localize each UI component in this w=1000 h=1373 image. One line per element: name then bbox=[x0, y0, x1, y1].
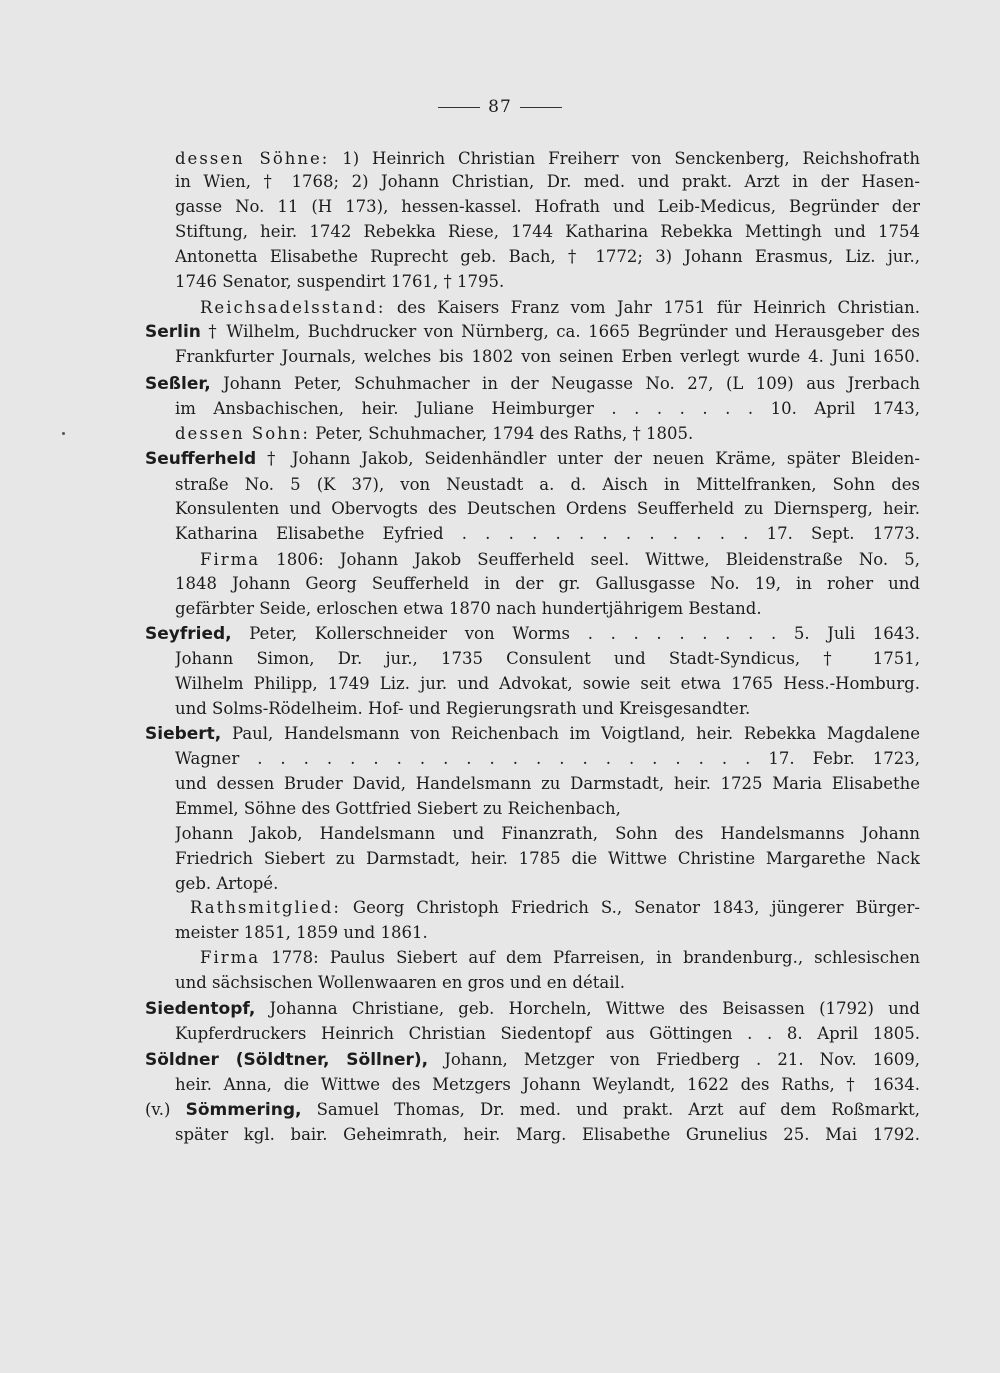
scan-speck bbox=[62, 432, 65, 435]
family-name: Serlin bbox=[145, 322, 201, 342]
family-name: Siebert, bbox=[145, 724, 222, 744]
text-line bbox=[190, 896, 920, 920]
text-line bbox=[175, 597, 920, 621]
text-line bbox=[200, 548, 920, 572]
line-text: und Solms-Rödelheim. Hof- und Regierungsrath und Kreisgesandter. bbox=[175, 699, 751, 718]
line-text: im Ansbachischen, heir. Juliane Heimburger . . . . . . . 10. April 1743, bbox=[175, 399, 920, 418]
line-text: gasse No. 11 (H 173), hessen-kassel. Hofrath und Leib-Medicus, Begründer der bbox=[175, 197, 920, 216]
spaced-label: Reichsadelsstand: bbox=[200, 298, 386, 317]
family-name: Siedentopf, bbox=[145, 999, 256, 1019]
line-text: Antonetta Elisabethe Ruprecht geb. Bach, † 1772; 3) Johann Erasmus, Liz. jur., bbox=[175, 247, 920, 266]
entry-heading-line bbox=[145, 622, 920, 646]
text-line bbox=[175, 697, 920, 721]
line-text: 1746 Senator, suspendirt 1761, † 1795. bbox=[175, 272, 505, 291]
text-line bbox=[175, 422, 920, 446]
line-text: Katharina Elisabethe Eyfried . . . . . . . . . . . . . 17. Sept. 1773. bbox=[175, 524, 920, 543]
line-text: Kupferdruckers Heinrich Christian Siedentopf aus Göttingen . . 8. April 1805. bbox=[175, 1024, 920, 1043]
line-text: und sächsischen Wollenwaaren en gros und en détail. bbox=[175, 973, 626, 992]
entry-heading-line bbox=[145, 320, 920, 344]
text-line bbox=[175, 772, 920, 796]
text-line bbox=[175, 220, 920, 244]
text-line bbox=[175, 1123, 920, 1147]
line-text: 1778: Paulus Siebert auf dem Pfarreisen, in brandenburg., schlesischen bbox=[260, 948, 920, 967]
page-number: 87 bbox=[0, 97, 1000, 117]
line-text: gefärbter Seide, erloschen etwa 1870 nach hundertjährigem Bestand. bbox=[175, 599, 762, 618]
entry-heading-line bbox=[145, 1098, 920, 1122]
text-line bbox=[200, 296, 920, 320]
text-line bbox=[175, 971, 920, 995]
line-text: † Johann Jakob, Seidenhändler unter der neuen Kräme, später Bleiden- bbox=[256, 449, 920, 468]
line-text: Emmel, Söhne des Gottfried Siebert zu Reichenbach, bbox=[175, 799, 621, 818]
text-line bbox=[175, 497, 920, 521]
spaced-label: Firma bbox=[200, 948, 261, 967]
spaced-label: dessen Sohn: bbox=[175, 424, 310, 443]
text-line bbox=[175, 473, 920, 497]
line-text: Georg Christoph Friedrich S., Senator 1843, jüngerer Bürger- bbox=[340, 898, 920, 917]
line-text: des Kaisers Franz vom Jahr 1751 für Heinrich Christian. bbox=[385, 298, 920, 317]
line-text: Paul, Handelsmann von Reichenbach im Voigtland, heir. Rebekka Magdalene bbox=[221, 724, 920, 743]
text-line bbox=[175, 647, 920, 671]
text-line bbox=[175, 672, 920, 696]
line-text: 1) Heinrich Christian Freiherr von Senckenberg, Reichshofrath bbox=[329, 149, 920, 168]
text-line bbox=[175, 1022, 920, 1046]
family-name: Sömmering, bbox=[185, 1100, 302, 1120]
line-text: Johann Jakob, Handelsmann und Finanzrath, Sohn des Handelsmanns Johann bbox=[175, 824, 920, 843]
text-line bbox=[175, 1073, 920, 1097]
line-text: heir. Anna, die Wittwe des Metzgers Johann Weylandt, 1622 des Raths, † 1634. bbox=[175, 1075, 920, 1094]
line-text: Friedrich Siebert zu Darmstadt, heir. 1785 die Wittwe Christine Margarethe Nack bbox=[175, 849, 920, 868]
text-line bbox=[175, 921, 920, 945]
text-line bbox=[175, 847, 920, 871]
line-text: † Wilhelm, Buchdrucker von Nürnberg, ca. 1665 Begründer und Herausgeber des bbox=[200, 322, 920, 341]
text-line bbox=[175, 170, 920, 194]
family-name: Söldner (Söldtner, Söllner), bbox=[145, 1050, 429, 1070]
spaced-label: Rathsmitglied: bbox=[190, 898, 341, 917]
text-line bbox=[200, 946, 920, 970]
text-line bbox=[175, 270, 920, 294]
line-text: meister 1851, 1859 und 1861. bbox=[175, 923, 428, 942]
line-text: geb. Artopé. bbox=[175, 874, 279, 893]
line-text: Peter, Kollerschneider von Worms . . . . . . . . . 5. Juli 1643. bbox=[231, 624, 920, 643]
line-text: Johann, Metzger von Friedberg . 21. Nov. 1609, bbox=[428, 1050, 920, 1069]
line-text: 1806: Johann Jakob Seufferheld seel. Wittwe, Bleidenstraße No. 5, bbox=[260, 550, 920, 569]
spaced-label: dessen Söhne: bbox=[175, 149, 330, 168]
text-line bbox=[175, 747, 920, 771]
entry-heading-line bbox=[145, 447, 920, 471]
text-line bbox=[175, 572, 920, 596]
ornament-left bbox=[438, 107, 480, 108]
line-text: Johann Peter, Schuhmacher in der Neugasse No. 27, (L 109) aus Jrerbach bbox=[210, 374, 920, 393]
ornament-right bbox=[520, 107, 562, 108]
text-line bbox=[175, 797, 920, 821]
text-line bbox=[175, 245, 920, 269]
entry-heading-line bbox=[145, 372, 920, 396]
line-text: Stiftung, heir. 1742 Rebekka Riese, 1744 Katharina Rebekka Mettingh und 1754 bbox=[175, 222, 920, 241]
spaced-label: Firma bbox=[200, 550, 261, 569]
family-name: Seufferheld bbox=[145, 449, 257, 469]
line-text: 1848 Johann Georg Seufferheld in der gr. Gallusgasse No. 19, in roher und bbox=[175, 574, 920, 593]
line-text: Konsulenten und Obervogts des Deutschen Ordens Seufferheld zu Diernsperg, heir. bbox=[175, 499, 920, 518]
text-line bbox=[175, 872, 920, 896]
text-line bbox=[175, 195, 920, 219]
text-line bbox=[175, 397, 920, 421]
prefix-label: (v.) bbox=[145, 1100, 186, 1119]
line-text: Peter, Schuhmacher, 1794 des Raths, † 1805. bbox=[309, 424, 694, 443]
text-line bbox=[175, 822, 920, 846]
family-name: Seyfried, bbox=[145, 624, 232, 644]
text-line bbox=[175, 345, 920, 369]
entry-heading-line bbox=[145, 722, 920, 746]
line-text: später kgl. bair. Geheimrath, heir. Marg. Elisabethe Grunelius 25. Mai 1792. bbox=[175, 1125, 920, 1144]
family-name: Seßler, bbox=[145, 374, 211, 394]
line-text: Wilhelm Philipp, 1749 Liz. jur. und Advokat, sowie seit etwa 1765 Hess.-Homburg. bbox=[175, 674, 920, 693]
line-text: straße No. 5 (K 37), von Neustadt a. d. Aisch in Mittelfranken, Sohn des bbox=[175, 475, 920, 494]
line-text: Johann Simon, Dr. jur., 1735 Consulent und Stadt-Syndicus, † 1751, bbox=[175, 649, 920, 668]
text-line bbox=[175, 522, 920, 546]
line-text: Samuel Thomas, Dr. med. und prakt. Arzt auf dem Roßmarkt, bbox=[301, 1100, 920, 1119]
line-text: und dessen Bruder David, Handelsmann zu Darmstadt, heir. 1725 Maria Elisabethe bbox=[175, 774, 920, 793]
entry-heading-line bbox=[145, 997, 920, 1021]
line-text: Frankfurter Journals, welches bis 1802 von seinen Erben verlegt wurde 4. Juni 1650. bbox=[175, 347, 920, 366]
entry-heading-line bbox=[145, 1048, 920, 1072]
line-text: Johanna Christiane, geb. Horcheln, Wittwe des Beisassen (1792) und bbox=[255, 999, 920, 1018]
text-line bbox=[175, 147, 920, 171]
line-text: Wagner . . . . . . . . . . . . . . . . . . . . . . 17. Febr. 1723, bbox=[175, 749, 920, 768]
line-text: in Wien, † 1768; 2) Johann Christian, Dr. med. und prakt. Arzt in der Hasen- bbox=[175, 172, 920, 191]
